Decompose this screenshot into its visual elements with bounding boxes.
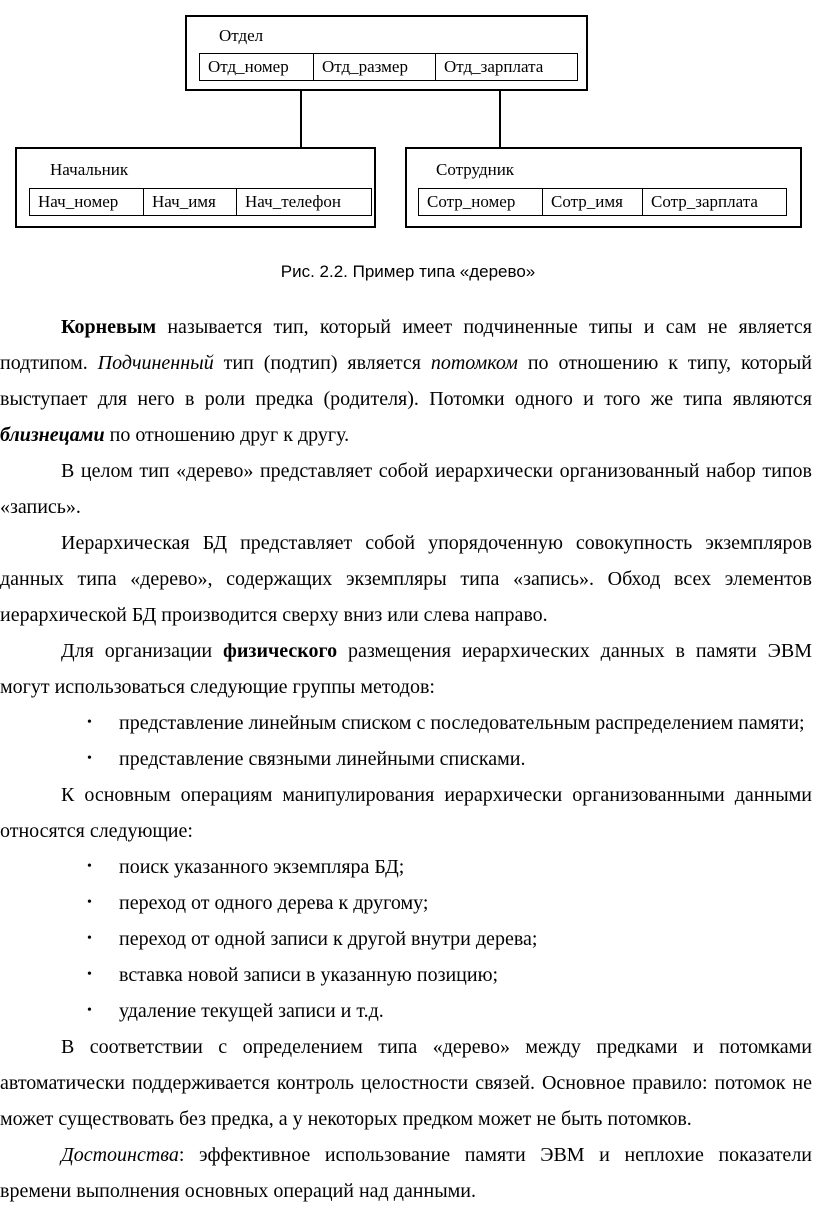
field: Нач_телефон bbox=[245, 192, 342, 211]
bullet-icon: • bbox=[87, 967, 92, 982]
italic-term: Подчиненный bbox=[97, 352, 214, 374]
field: Сотр_зарплата bbox=[651, 192, 758, 211]
child-record-fields bbox=[29, 188, 372, 216]
paragraph: Корневым называется тип, который имеет подчиненные типы и сам не является подтипом. Подчиненный тип (подтип) является потомком по отношению к типу, который выступает для него в роли предка (родителя). Потомки одного и того же типа являются близнецами по отношению друг к другу. bbox=[0, 316, 812, 446]
field: Отд_зарплата bbox=[444, 57, 544, 76]
list-item: • переход от одного дерева к другому; bbox=[0, 885, 816, 921]
child-record-box-left bbox=[15, 147, 376, 228]
bullet-list-operations bbox=[0, 849, 816, 1029]
paragraph: Для организации физического размещения иерархических данных в памяти ЭВМ могут использоваться следующие группы методов: bbox=[0, 640, 812, 698]
bullet-icon: • bbox=[87, 895, 92, 910]
bullet-icon: • bbox=[87, 715, 92, 730]
paragraph: Достоинства: эффективное использование памяти ЭВМ и неплохие показатели времени выполнения основных операций над данными. bbox=[0, 1144, 812, 1202]
italic-term: потомком bbox=[430, 352, 518, 374]
child-record-title: Начальник bbox=[50, 160, 129, 179]
body-text bbox=[0, 309, 816, 1209]
field: Сотр_имя bbox=[543, 189, 643, 215]
list-item: • представление связными линейными списками. bbox=[0, 741, 816, 777]
list-item: • переход от одной записи к другой внутри дерева; bbox=[0, 921, 816, 957]
bullet-list-methods bbox=[0, 705, 816, 777]
child-record-title: Сотрудник bbox=[436, 160, 515, 179]
italic-term: Достоинства bbox=[61, 1144, 179, 1166]
list-item: • поиск указанного экземпляра БД; bbox=[0, 849, 816, 885]
field: Нач_номер bbox=[30, 189, 144, 215]
paragraph: К основным операциям манипулирования иерархически организованными данными относятся следующие: bbox=[0, 784, 812, 842]
bullet-icon: • bbox=[87, 931, 92, 946]
root-record-box bbox=[185, 15, 588, 91]
paragraph: В целом тип «дерево» представляет собой иерархически организованный набор типов «запись». bbox=[0, 460, 812, 518]
field: Сотр_номер bbox=[419, 189, 543, 215]
child-record-box-right bbox=[405, 147, 802, 228]
field: Отд_номер bbox=[200, 54, 314, 80]
list-item: • удаление текущей записи и т.д. bbox=[0, 993, 816, 1029]
root-record-title: Отдел bbox=[219, 26, 264, 45]
bullet-icon: • bbox=[87, 859, 92, 874]
bold-italic-term: близнецами bbox=[0, 424, 105, 446]
child-record-fields bbox=[418, 188, 787, 216]
field: Отд_размер bbox=[314, 54, 436, 80]
connector-line-right bbox=[499, 90, 501, 148]
connector-line-left bbox=[300, 90, 302, 148]
bold-term: физического bbox=[223, 640, 338, 662]
bold-term: Корневым bbox=[61, 316, 157, 338]
field: Нач_имя bbox=[144, 189, 237, 215]
paragraph: В соответствии с определением типа «дерево» между предками и потомками автоматически поддерживается контроль целостности связей. Основное правило: потомок не может существовать без предка, а у некоторых предком может не быть потомков. bbox=[0, 1036, 812, 1130]
figure-caption: Рис. 2.2. Пример типа «дерево» bbox=[280, 262, 536, 281]
bullet-icon: • bbox=[87, 1003, 92, 1018]
root-record-fields bbox=[199, 53, 578, 81]
list-item: • представление линейным списком с последовательным распределением памяти; bbox=[0, 705, 816, 741]
paragraph: Иерархическая БД представляет собой упорядоченную совокупность экземпляров данных типа «дерево», содержащих экземпляры типа «запись». Обход всех элементов иерархической БД производится сверху вниз или слева направо. bbox=[0, 532, 812, 626]
list-item: • вставка новой записи в указанную позицию; bbox=[0, 957, 816, 993]
bullet-icon: • bbox=[87, 751, 92, 766]
